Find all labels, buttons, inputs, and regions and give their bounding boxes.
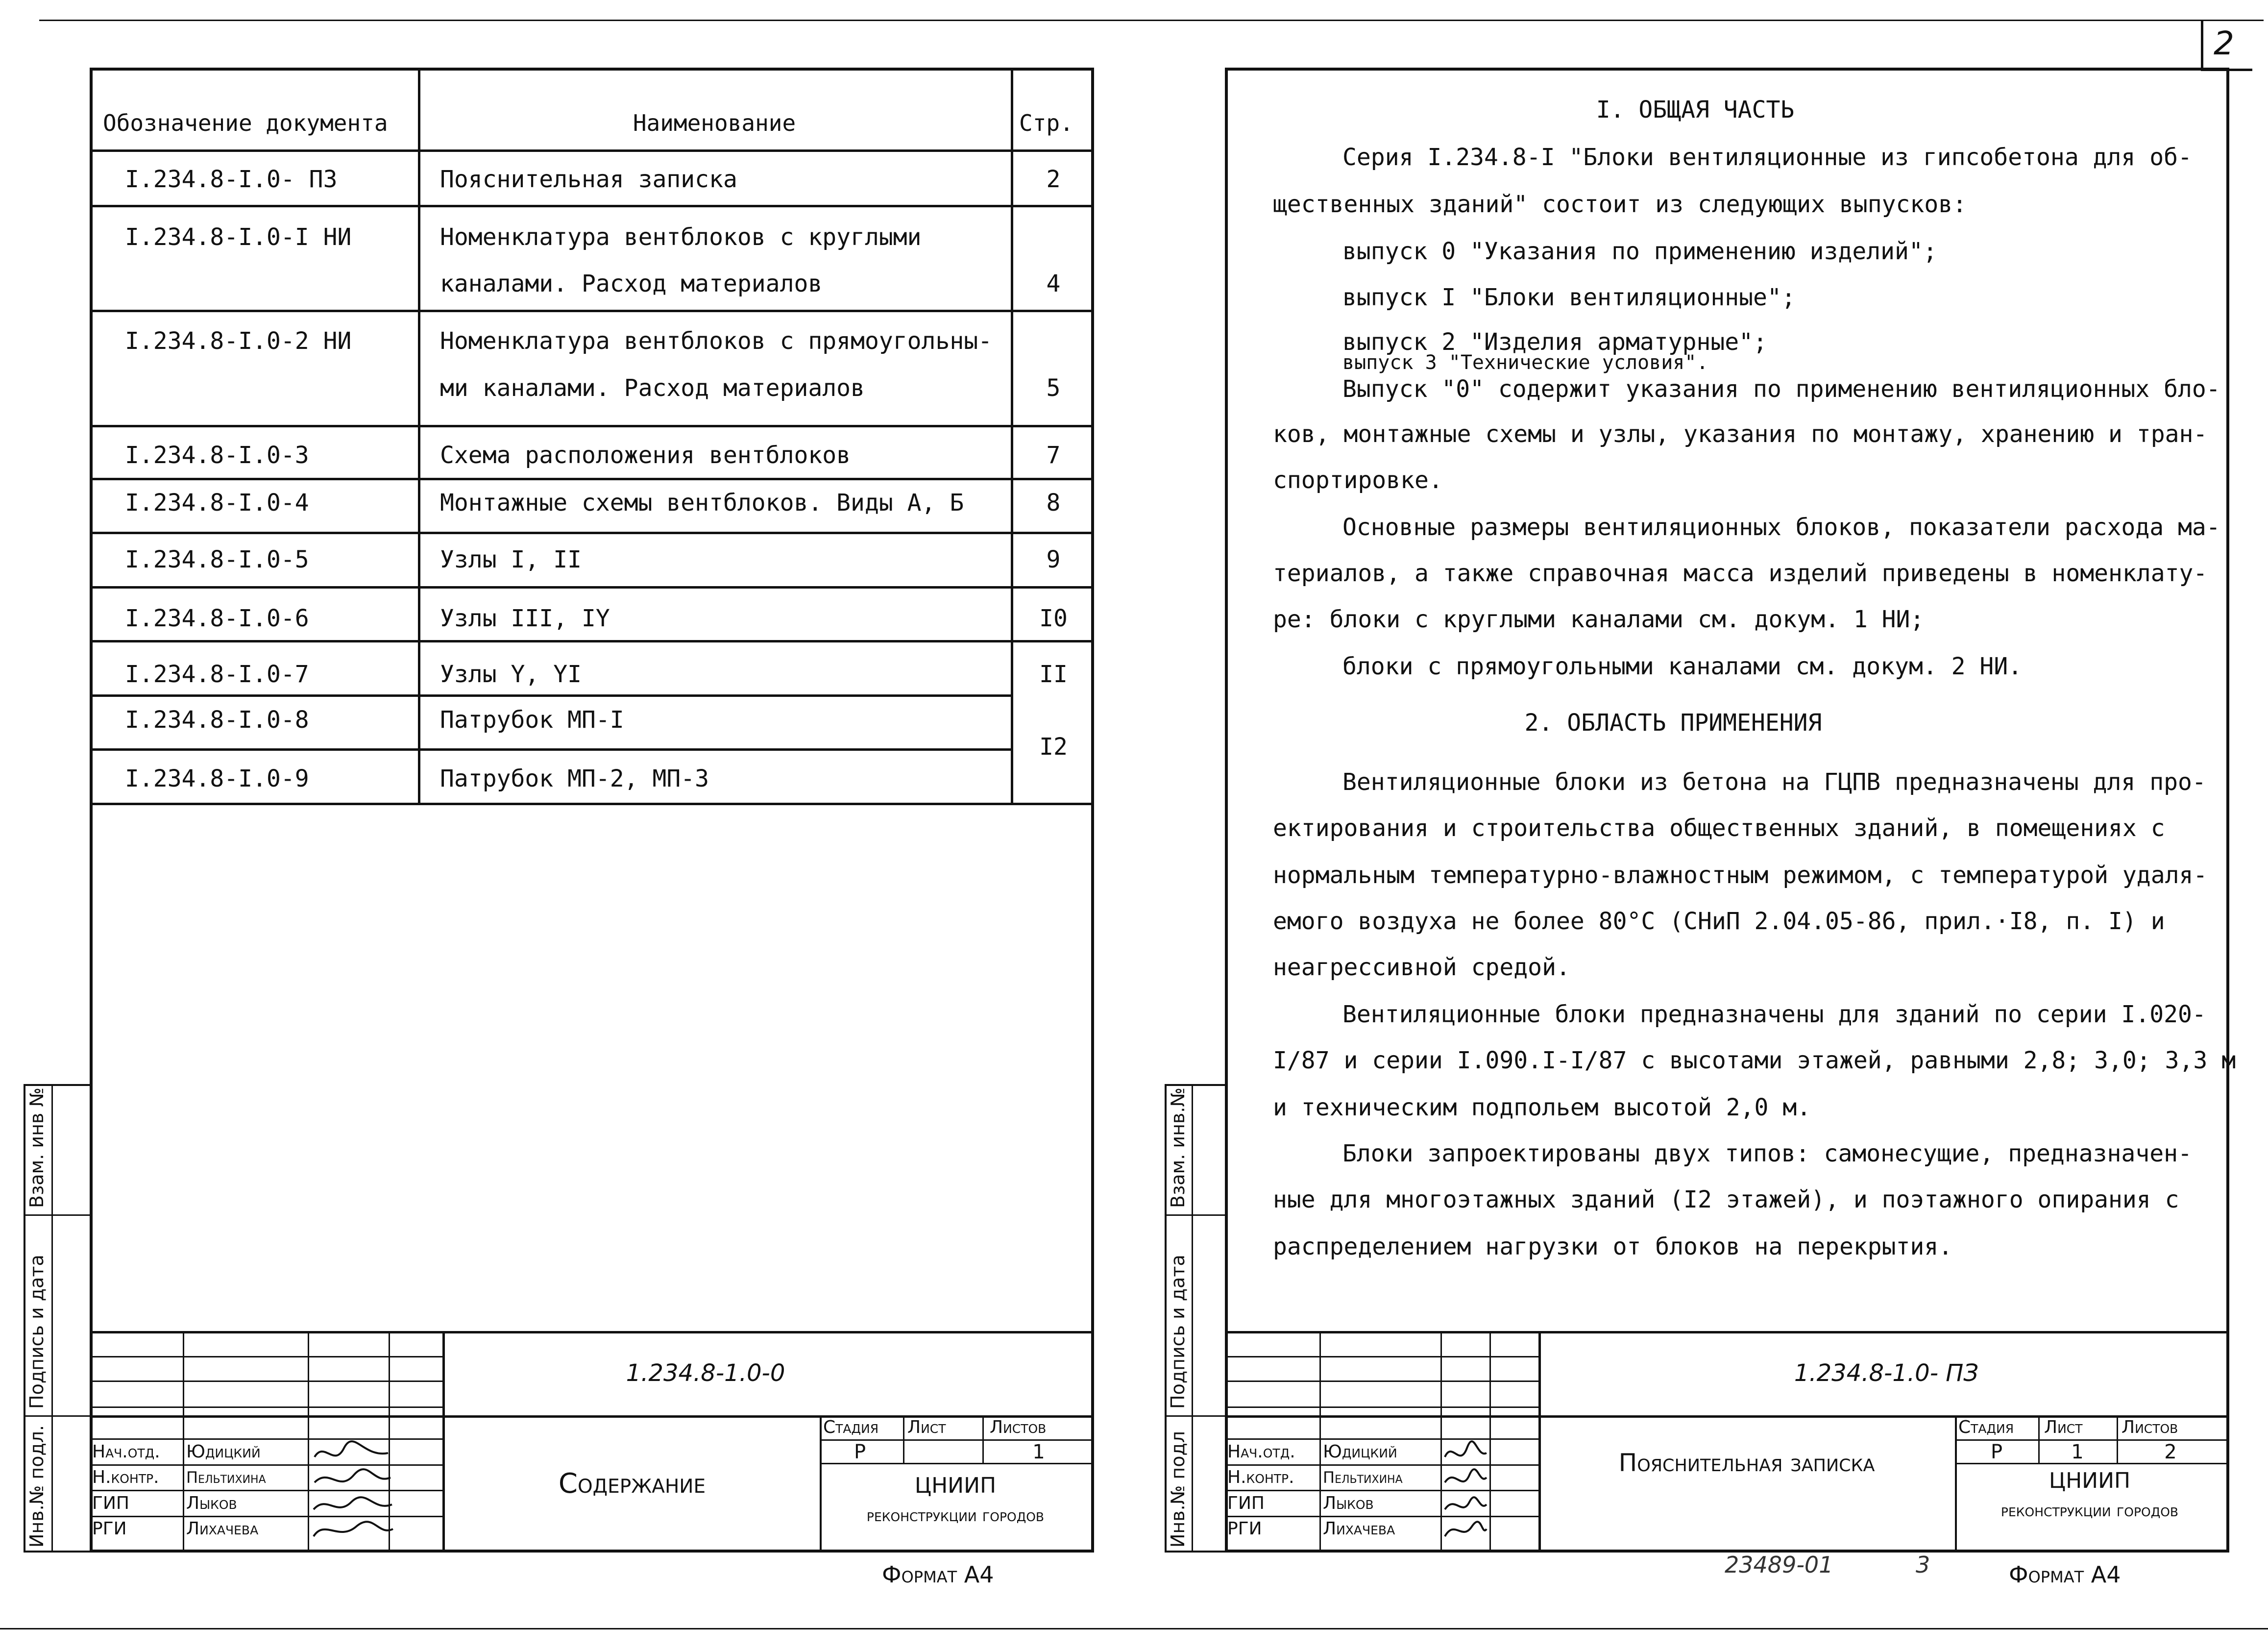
title-block-title: Содержание [558, 1468, 706, 1500]
body-line: ные для многоэтажных зданий (I2 этажей), и поэтажного опирания с [1273, 1186, 2179, 1213]
org-name: ЦНИИП [2049, 1468, 2131, 1493]
toc-row-code: I.234.8-I.0-8 [125, 706, 309, 734]
role-label: РГИ [1227, 1519, 1262, 1539]
toc-col-divider-1 [418, 68, 420, 804]
toc-header-page: Стр. [1019, 110, 1073, 136]
person-name: Пельтихина [186, 1468, 266, 1487]
stage-value: Р [854, 1441, 866, 1463]
toc-row-page: 7 [1046, 442, 1061, 469]
body-line: I/87 и серии I.090.I-I/87 с высотами этажей, равными 2,8; 3,0; 3,3 м [1273, 1047, 2236, 1074]
body-line: щественных зданий" состоит из следующих выпусков: [1273, 191, 1967, 218]
role-label: Нач.отд. [1227, 1442, 1295, 1462]
toc-row-code: I.234.8-I.0-5 [125, 546, 309, 573]
sheets-label: Листов [990, 1417, 1047, 1437]
role-label: Н.контр. [92, 1467, 159, 1487]
body-line: спортировке. [1273, 467, 1443, 494]
body-line: распределением нагрузки от блоков на перекрытия. [1273, 1233, 1953, 1260]
toc-row-code: I.234.8-I.0-2 НИ [125, 327, 352, 355]
title-block-code: 1.234.8-1.0- ПЗ [1794, 1359, 1979, 1387]
signature-scribble [310, 1438, 395, 1546]
format-label: Формат А4 [882, 1561, 994, 1588]
side-label-replaced-inventory: Взам. инв № [26, 1087, 48, 1208]
person-name: Пельтихина [1323, 1468, 1403, 1487]
toc-header-name: Наименование [633, 110, 796, 136]
side-label-signature-date: Подпись и дата [26, 1255, 48, 1409]
toc-row-code: I.234.8-I.0- ПЗ [125, 166, 338, 193]
toc-row-name: Пояснительная записка [440, 166, 737, 193]
toc-col-divider-2 [1011, 68, 1013, 804]
role-label: ГИП [1227, 1493, 1265, 1513]
title-block-code: 1.234.8-1.0-0 [626, 1359, 785, 1387]
signature-scribble [1442, 1438, 1489, 1546]
body-line: Вентиляционные блоки предназначены для зданий по серии I.020- [1342, 1001, 2206, 1028]
toc-row-page: 5 [1046, 374, 1061, 402]
stage-value: Р [1990, 1441, 2003, 1463]
issue-line: выпуск I "Блоки вентиляционные"; [1342, 284, 1796, 311]
person-name: Лыков [186, 1493, 237, 1513]
role-label: Н.контр. [1227, 1467, 1294, 1487]
body-line: ектирования и строительства общественных зданий, в помещениях с [1273, 814, 2165, 842]
stage-label: Стадия [1958, 1417, 2014, 1437]
sheets-label: Листов [2122, 1417, 2178, 1437]
org-name: ЦНИИП [914, 1473, 997, 1498]
issue-line: выпуск 2 "Изделия арматурные"; [1342, 328, 1767, 356]
body-line: и техническим подпольем высотой 2,0 м. [1273, 1094, 1811, 1121]
toc-row-page: 9 [1046, 546, 1061, 573]
role-label: РГИ [92, 1519, 127, 1539]
bottom-border-line [0, 1628, 2268, 1629]
toc-row-code: I.234.8-I.0-6 [125, 605, 309, 632]
sheet-label: Лист [2044, 1417, 2083, 1437]
toc-row-name: Узлы I, II [440, 546, 582, 573]
side-label-signature-date: Подпись и дата [1167, 1255, 1189, 1409]
title-block-top-rule [90, 1331, 1094, 1333]
toc-bottom-rule [90, 803, 1094, 805]
toc-header-rule [90, 149, 1094, 152]
issue-line: выпуск 3 "Технические условия". [1342, 351, 1708, 374]
org-subname: реконструкции городов [866, 1505, 1045, 1526]
toc-row-name-cont: каналами. Расход материалов [440, 270, 823, 297]
body-line: ре: блоки с круглыми каналами см. докум. 1 НИ; [1273, 606, 1925, 633]
toc-row-name: Патрубок МП-2, МП-3 [440, 765, 709, 792]
body-line: Основные размеры вентиляционных блоков, показатели расхода ма- [1342, 514, 2220, 541]
toc-row-name: Узлы III, IY [440, 605, 610, 632]
section-1-title: I. ОБЩАЯ ЧАСТЬ [1596, 96, 1795, 123]
archive-stamp-page: 3 [1916, 1552, 1930, 1578]
body-line: неагрессивной средой. [1273, 954, 1570, 981]
title-block-title: Пояснительная записка [1618, 1449, 1875, 1477]
role-label: ГИП [92, 1493, 129, 1513]
sheet-label: Лист [907, 1417, 946, 1437]
sheets-value: 1 [1032, 1441, 1045, 1463]
section-2-title: 2. ОБЛАСТЬ ПРИМЕНЕНИЯ [1524, 709, 1822, 737]
body-line: блоки с прямоугольными каналами см. докум. 2 НИ. [1342, 653, 2023, 680]
person-name: Лыков [1323, 1493, 1374, 1513]
toc-row-name: Номенклатура вентблоков с прямоугольны- [440, 327, 993, 355]
toc-row-page: II [1039, 661, 1068, 688]
toc-row-code: I.234.8-I.0-3 [125, 442, 309, 469]
toc-row-page: 8 [1046, 489, 1061, 517]
toc-row-name: Патрубок МП-I [440, 706, 624, 734]
toc-row-page: 2 [1046, 166, 1061, 193]
toc-row-page: I2 [1039, 733, 1068, 761]
body-line: нормальным температурно-влажностным режимом, с температурой удаля- [1273, 862, 2208, 889]
toc-row-code: I.234.8-I.0-9 [125, 765, 309, 792]
body-line: териалов, а также справочная масса изделий приведены в номенклату- [1273, 560, 2208, 587]
person-name: Юдицкий [186, 1442, 261, 1462]
role-label: Нач.отд. [92, 1442, 160, 1462]
format-label: Формат А4 [2009, 1561, 2121, 1588]
side-label-inventory: Инв.№ подл. [26, 1425, 48, 1548]
sheets-value: 2 [2164, 1441, 2177, 1463]
body-line: емого воздуха не более 80°С (СНиП 2.04.05-86, прил.·I8, п. I) и [1273, 908, 2165, 935]
toc-row-name-cont: ми каналами. Расход материалов [440, 374, 865, 402]
sheet-value: 1 [2071, 1441, 2084, 1463]
person-name: Юдицкий [1323, 1442, 1397, 1462]
toc-row-code: I.234.8-I.0-7 [125, 661, 309, 688]
toc-header-designation: Обозначение документа [103, 110, 388, 136]
toc-row-page: I0 [1039, 605, 1068, 632]
archive-stamp: 23489-01 [1725, 1552, 1833, 1578]
toc-row-name: Монтажные схемы вентблоков. Виды А, Б [440, 489, 964, 517]
side-label-inventory: Инв.№ подл [1167, 1430, 1189, 1548]
person-name: Лихачева [186, 1519, 259, 1539]
page-number: 2 [2214, 25, 2234, 62]
toc-row-page: 4 [1046, 270, 1061, 297]
body-line: Серия I.234.8-I "Блоки вентиляционные из гипсобетона для об- [1342, 144, 2192, 171]
toc-row-name: Номенклатура вентблоков с круглыми [440, 223, 922, 251]
issue-line: выпуск 0 "Указания по применению изделий"; [1342, 238, 1937, 265]
body-line: Блоки запроектированы двух типов: самонесущие, предназначен- [1342, 1140, 2192, 1167]
title-block-top-rule [1225, 1331, 2229, 1333]
stage-label: Стадия [823, 1417, 879, 1437]
toc-row-code: I.234.8-I.0-4 [125, 489, 309, 517]
body-line: ков, монтажные схемы и узлы, указания по монтажу, хранению и тран- [1273, 420, 2208, 448]
top-border-line [39, 20, 2264, 21]
side-label-replaced-inventory: Взам. инв.№ [1167, 1087, 1189, 1208]
org-subname: реконструкции городов [2000, 1501, 2179, 1521]
toc-row-code: I.234.8-I.0-I НИ [125, 223, 352, 251]
body-line: Вентиляционные блоки из бетона на ГЦПВ предназначены для про- [1342, 768, 2206, 796]
body-line: Выпуск "0" содержит указания по применению вентиляционных бло- [1342, 375, 2220, 403]
person-name: Лихачева [1323, 1519, 1395, 1539]
toc-row-name: Схема расположения вентблоков [440, 442, 851, 469]
toc-row-name: Узлы Y, YI [440, 661, 582, 688]
